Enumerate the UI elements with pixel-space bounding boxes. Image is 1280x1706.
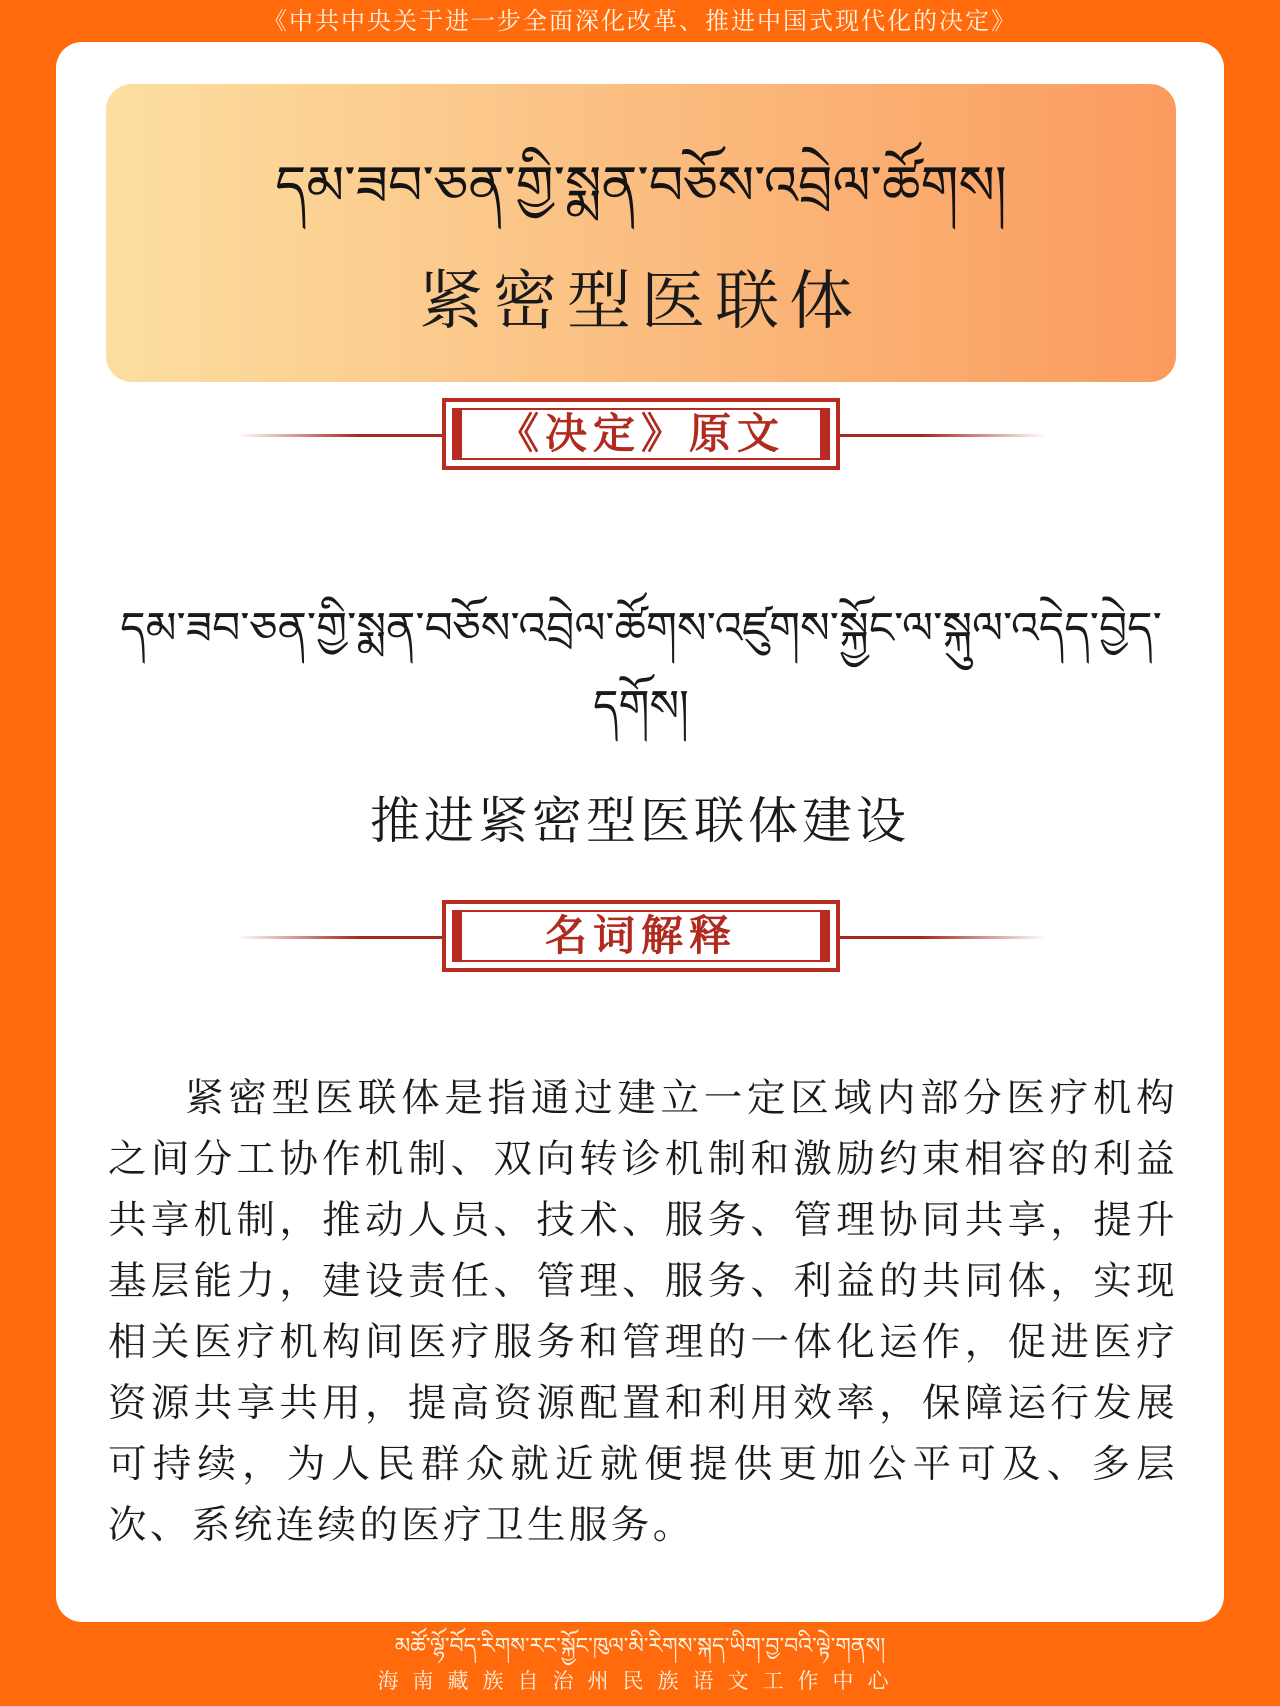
decorative-line-right — [840, 936, 1046, 939]
content-card — [56, 42, 1224, 1622]
section-label-original: 《决定》原文 — [496, 409, 785, 458]
footer-tibetan: མཚོ་ལྷོ་བོད་རིགས་རང་སྐྱོང་ཁུལ་མི་རིགས་སྐད་ཡིག་བྱ་བའི་ལྟེ་གནས། — [394, 1634, 886, 1659]
explanation-paragraph: 紧密型医联体是指通过建立一定区域内部分医疗机构之间分工协作机制、双向转诊机制和激励约束相容的利益共享机制，推动人员、技术、服务、管理协同共享，提升基层能力，建设责任、管理、服务、利益的共同体，实现相关医疗机构间医疗服务和管理的一体化运作，促进医疗资源共享共用，提高资源配置和利用效率，保障运行发展可持续，为人民群众就近就便提供更加公平可及、多层次、系统连续的医疗卫生服务。 — [108, 1076, 1178, 1548]
section-plate — [442, 398, 840, 470]
decorative-line-left — [236, 434, 442, 437]
original-text-chinese: 推进紧密型医联体建设 — [370, 792, 910, 850]
title-box — [106, 84, 1176, 382]
title-tibetan: དམ་ཟབ་ཅན་གྱི་སྨན་བཅོས་འབྲེལ་ཚོགས། — [275, 154, 1007, 217]
section-header-original — [236, 398, 1046, 472]
section-label-explanation: 名词解释 — [544, 911, 737, 960]
footer-chinese: 海南藏族自治州民族语文工作中心 — [377, 1669, 903, 1693]
top-banner: 《中共中央关于进一步全面深化改革、推进中国式现代化的决定》 — [263, 7, 1017, 35]
section-header-explanation — [236, 900, 1046, 974]
original-text-tibetan: དམ་ཟབ་ཅན་གྱི་སྨན་བཅོས་འབྲེལ་ཚོགས་འཛུགས་སྐྱོང་ལ་སྐུལ་འདེད་བྱེད་དགོས། — [120, 603, 1162, 732]
title-chinese: 紧密型医联体 — [419, 265, 863, 339]
decorative-line-left — [236, 936, 442, 939]
section-plate — [442, 900, 840, 972]
decorative-line-right — [840, 434, 1046, 437]
